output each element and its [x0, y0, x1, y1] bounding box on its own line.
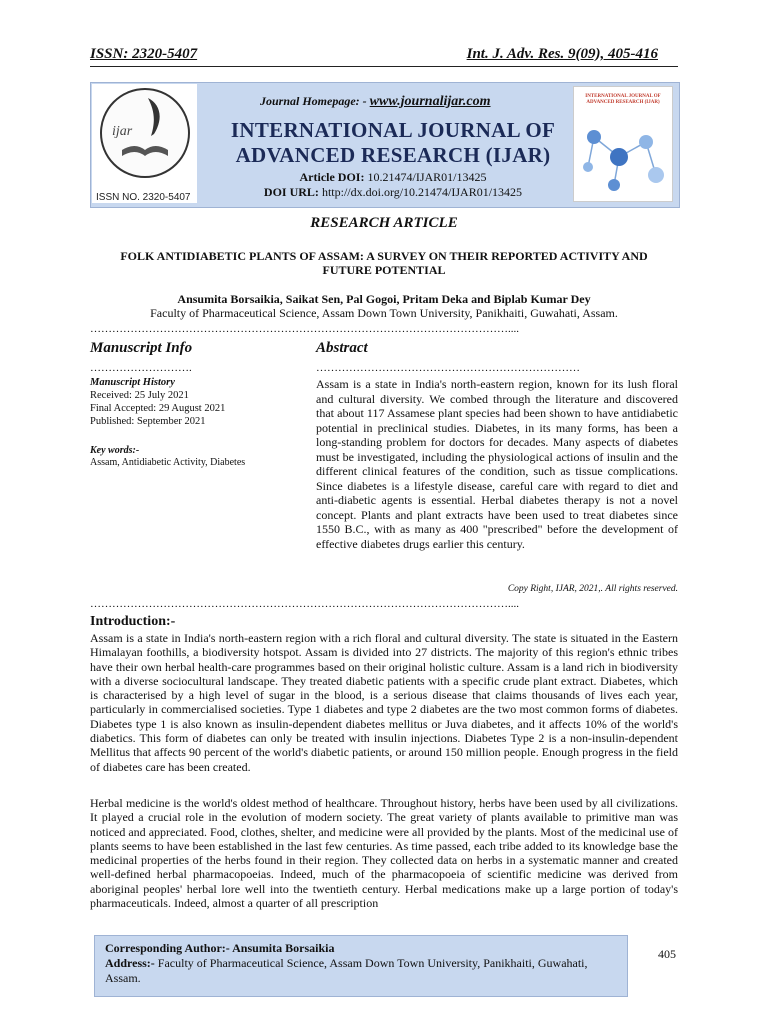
- article-type: RESEARCH ARTICLE: [310, 215, 458, 231]
- history-label: Manuscript History: [90, 377, 175, 388]
- separator-top: ……………………………………………………………………………………………………....: [90, 323, 519, 335]
- abstract-text: Assam is a state in India's north-eastern region, known for its lush floral and cultural diversity. We combed through the literature and discovered that about 117 Assamese plant species had been shown to have antidiabetic potential in preclinical studies. Diabetes, in its many forms, has been a long-standing problem for doctors for decades. Many aspects of diabetes must be investigated, including the physiological actions of insulin and the different clinical features of the condition, such as tissue complications. Since diabetes is a lifestyle disease, careful care with regard to diet and anti-diabetic agents is essential. Herbal diabetes therapy is not a novel concept. Plants and plant extracts have been used to treat diabetes since 1550 B.C., with as many as 400 "prescribed" before the development of effective diabetes drugs earlier this century.: [316, 377, 678, 551]
- journal-title: [218, 118, 568, 168]
- header-rule: [90, 66, 678, 67]
- article-title-line1: FOLK ANTIDIABETIC PLANTS OF ASSAM: A SURVEY ON THEIR REPORTED ACTIVITY AND: [120, 249, 648, 263]
- abstract-heading: Abstract: [316, 340, 368, 356]
- homepage-label: Journal Homepage: -: [260, 94, 367, 108]
- corresponding-author-label: Corresponding Author:- Ansumita Borsaikia: [105, 941, 335, 955]
- article-title-line2: FUTURE POTENTIAL: [322, 263, 446, 277]
- doi-label: Article DOI:: [299, 170, 365, 184]
- logo-wordmark: ijar: [112, 124, 133, 139]
- address-text: Faculty of Pharmaceutical Science, Assam Down Town University, Panikhaiti, Guwahati, Assam.: [105, 956, 588, 985]
- separator-abstract: ………………………………………………………………: [316, 362, 580, 374]
- issn-header: ISSN: 2320-5407: [90, 46, 198, 62]
- address-label: Address:-: [105, 956, 155, 970]
- corresponding-author-text: [105, 941, 620, 986]
- accepted-date: Final Accepted: 29 August 2021: [90, 403, 226, 414]
- homepage-link[interactable]: www.journalijar.com: [369, 94, 491, 109]
- introduction-paragraph-2: Herbal medicine is the world's oldest method of healthcare. Throughout history, herbs have been used by all civilizations. It played a crucial role in the evolution of modern society. The great variety of plants available to primitive man was noticed and appreciated. Food, clothes, shelter, and medicine were all provided by the plants. Most of the medicinal use of plants seems to have been established in the last few centuries. As time passed, each tribe added to its knowledge base the medicinal properties of the herbs found in their region. They collected data on herbs in a systematic manner and created well-defined herbal pharmacopoeias. Indeed, much of the pharmacopoeia of scientific medicine was derived from aboriginal peoples' herbal lore well into the twentieth century. Herbal medications make up a large portion of today's pharmaceuticals. Indeed, almost a quarter of all prescription: [90, 796, 678, 911]
- keywords-block: [90, 445, 245, 469]
- keywords-label: Key words:-: [90, 445, 140, 456]
- copyright-notice: Copy Right, IJAR, 2021,. All rights reserved.: [507, 584, 678, 594]
- separator-bottom: ……………………………………………………………………………………………………....: [90, 598, 519, 610]
- cover-journal-title: INTERNATIONAL JOURNAL OF ADVANCED RESEARCH (IJAR): [585, 94, 661, 105]
- citation-header: Int. J. Adv. Res. 9(09), 405-416: [466, 46, 658, 62]
- manuscript-history: [90, 376, 225, 428]
- introduction-heading: Introduction:-: [90, 614, 176, 629]
- logo-issn: ISSN NO. 2320-5407: [96, 192, 191, 203]
- introduction-paragraph-1: Assam is a state in India's north-eastern region with a rich floral and cultural diversity. The state is situated in the Eastern Himalayan foothills, a biodiversity hotspot. Assam is divided into 27 districts. The majority of this region's ethnic tribes have their own herbal health-care programmes based on their original holistic culture. Assam is a land rich in biodiversity with a diverse sociocultural landscape. They treated diabetic patients with a specific crude plant extract. Diabetes, which is characterised by a high level of sugar in the blood, is a serious disease that claims thousands of lives each year, particularly in commercialised societies. Type 1 diabetes and type 2 diabetes are the two most common forms of diabetes. Diabetes type 1 is also known as insulin-dependent diabetes mellitus or Juva diabetes, and it affects 10% of the world's diabetics. This form of diabetes can only be treated with insulin injections. Diabetes Type 2 is a non-insulin-dependent Mellitus that affects 90 percent of the world's diabetic patients, or around 150 million people. Enough progress in the field of diabetes care has been created.: [90, 631, 678, 774]
- received-date: Received: 25 July 2021: [90, 390, 189, 401]
- doi-url-link[interactable]: http://dx.doi.org/10.21474/IJAR01/13425: [321, 185, 523, 199]
- doi-block: [218, 170, 568, 200]
- page-number: 405: [658, 947, 676, 961]
- journal-title-line2: ADVANCED RESEARCH (IJAR): [235, 143, 551, 167]
- published-date: Published: September 2021: [90, 416, 206, 427]
- journal-homepage: [260, 94, 491, 110]
- keywords-list: Assam, Antidiabetic Activity, Diabetes: [90, 457, 246, 468]
- doi-url-label: DOI URL:: [263, 185, 319, 199]
- journal-title-line1: INTERNATIONAL JOURNAL OF: [230, 118, 556, 142]
- author-list: Ansumita Borsaikia, Saikat Sen, Pal Gogoi, Pritam Deka and Biplab Kumar Dey: [177, 292, 591, 306]
- article-title: [100, 249, 668, 277]
- affiliation: Faculty of Pharmaceutical Science, Assam Down Town University, Panikhaiti, Guwahati, Assam.: [150, 306, 618, 320]
- doi-value: 10.21474/IJAR01/13425: [367, 170, 487, 184]
- manuscript-info-heading: Manuscript Info: [90, 340, 193, 356]
- separator-manuscript: ……………………….: [90, 362, 192, 374]
